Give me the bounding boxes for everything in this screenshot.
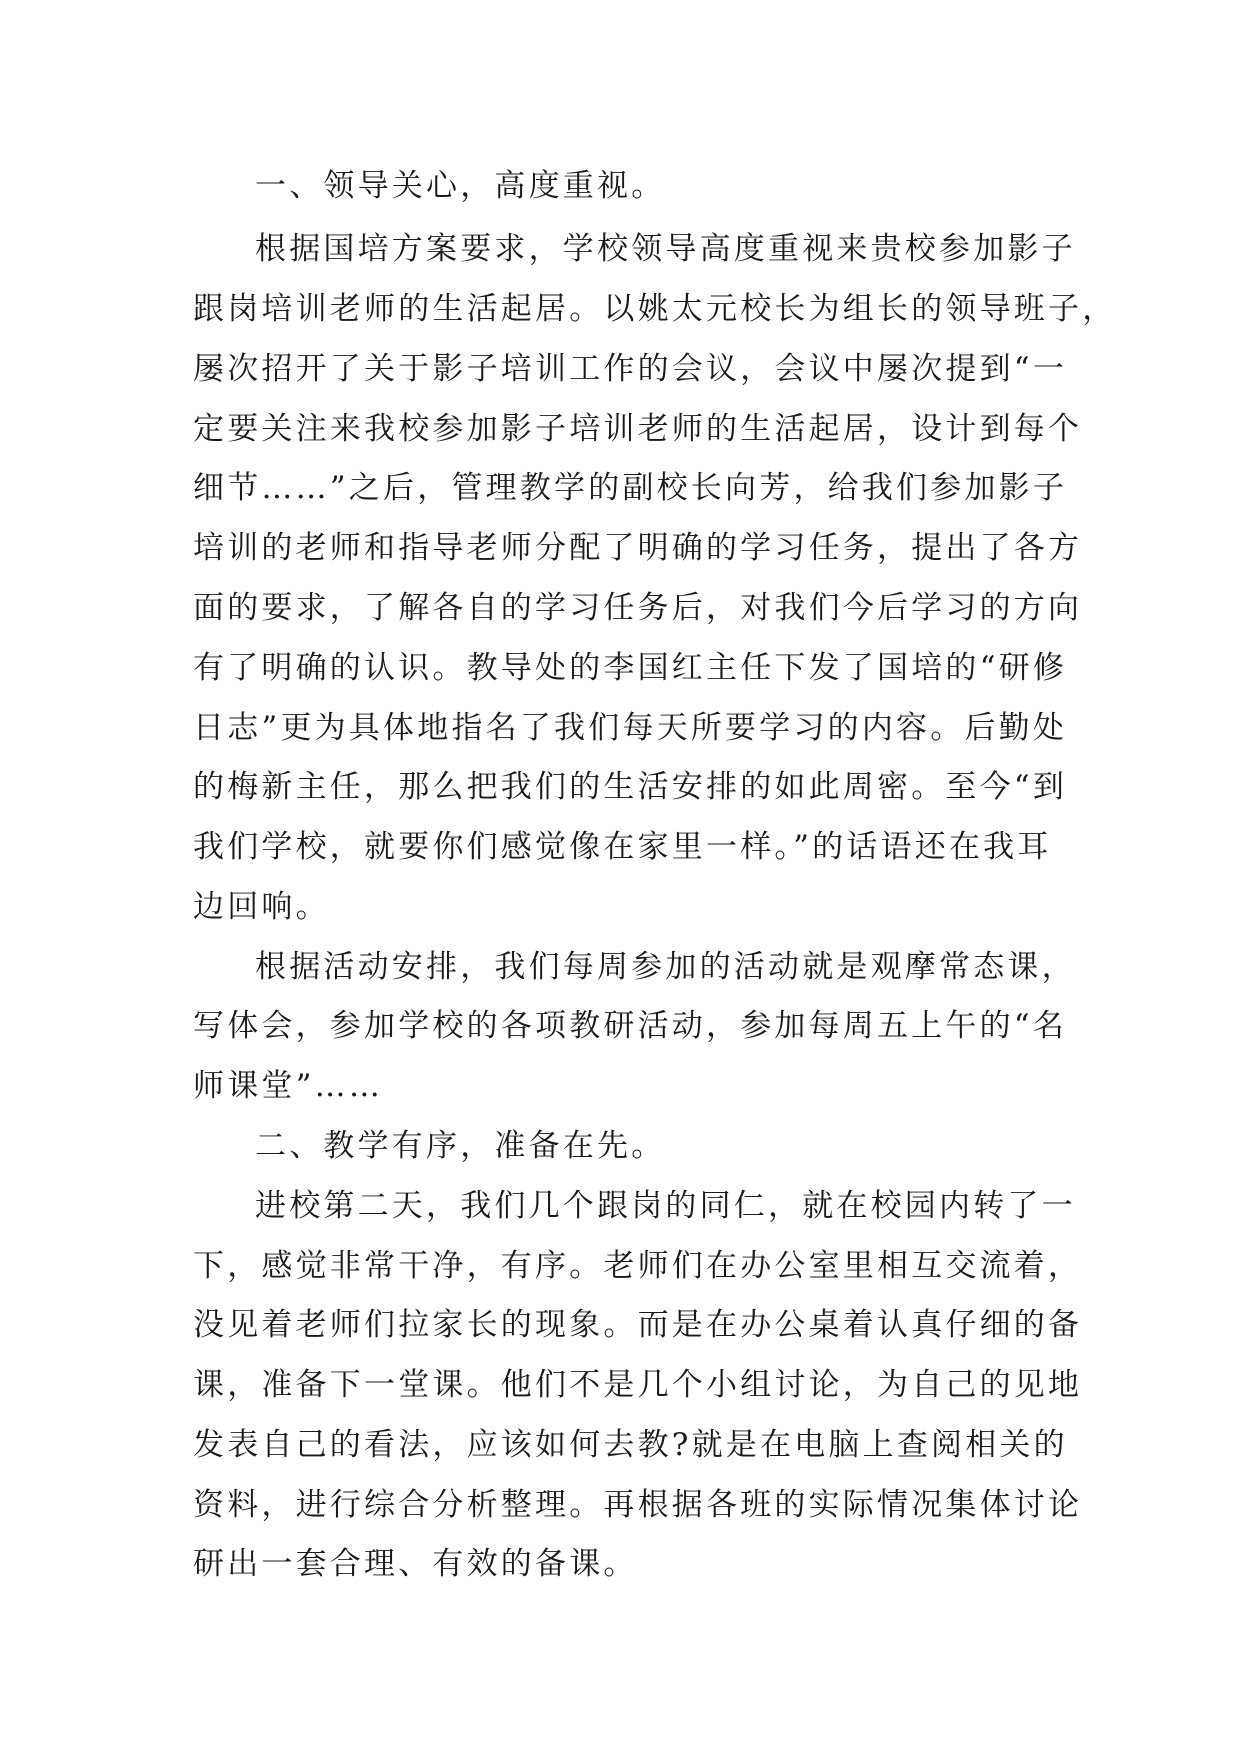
paragraph-line: 发表自己的看法，应该如何去教?就是在电脑上查阅相关的 bbox=[193, 1427, 1068, 1463]
section-heading-2: 二、教学有序，准备在先。 bbox=[255, 1128, 666, 1164]
paragraph-line: 没见着老师们拉家长的现象。而是在办公桌着认真仔细的备 bbox=[193, 1307, 1083, 1343]
paragraph-line: 写体会，参加学校的各项教研活动，参加每周五上午的“名 bbox=[193, 1008, 1068, 1044]
paragraph-line: 资料，进行综合分析整理。再根据各班的实际情况集体讨论 bbox=[193, 1487, 1083, 1523]
paragraph-line: 师课堂”…… bbox=[193, 1068, 384, 1104]
paragraph-line: 进校第二天，我们几个跟岗的同仁，就在校园内转了一 bbox=[255, 1188, 1076, 1224]
paragraph-line: 根据活动安排，我们每周参加的活动就是观摩常态课， bbox=[255, 949, 1076, 985]
paragraph-line: 屡次招开了关于影子培训工作的会议，会议中屡次提到“一 bbox=[193, 351, 1068, 387]
paragraph-line: 边回响。 bbox=[193, 889, 330, 925]
paragraph-line: 定要关注来我校参加影子培训老师的生活起居，设计到每个 bbox=[193, 411, 1083, 447]
paragraph-line: 研出一套合理、有效的备课。 bbox=[193, 1546, 638, 1582]
paragraph-line: 有了明确的认识。教导处的李国红主任下发了国培的“研修 bbox=[193, 650, 1068, 686]
paragraph-line: 细节……”之后，管理教学的副校长向芳，给我们参加影子 bbox=[193, 470, 1068, 506]
paragraph-line: 课，准备下一堂课。他们不是几个小组讨论，为自己的见地 bbox=[193, 1367, 1083, 1403]
paragraph-line: 面的要求，了解各自的学习任务后，对我们今后学习的方向 bbox=[193, 590, 1083, 626]
paragraph-line: 跟岗培训老师的生活起居。以姚太元校长为组长的领导班子， bbox=[193, 291, 1117, 327]
section-heading-1: 一、领导关心，高度重视。 bbox=[255, 168, 666, 204]
paragraph-line: 我们学校，就要你们感觉像在家里一样。”的话语还在我耳 bbox=[193, 829, 1052, 865]
paragraph-line: 的梅新主任，那么把我们的生活安排的如此周密。至今“到 bbox=[193, 769, 1068, 805]
paragraph-line: 日志”更为具体地指名了我们每天所要学习的内容。后勤处 bbox=[193, 710, 1068, 746]
paragraph-line: 下，感觉非常干净，有序。老师们在办公室里相互交流着， bbox=[193, 1248, 1083, 1284]
paragraph-line: 根据国培方案要求，学校领导高度重视来贵校参加影子 bbox=[255, 231, 1076, 267]
paragraph-line: 培训的老师和指导老师分配了明确的学习任务，提出了各方 bbox=[193, 530, 1083, 566]
